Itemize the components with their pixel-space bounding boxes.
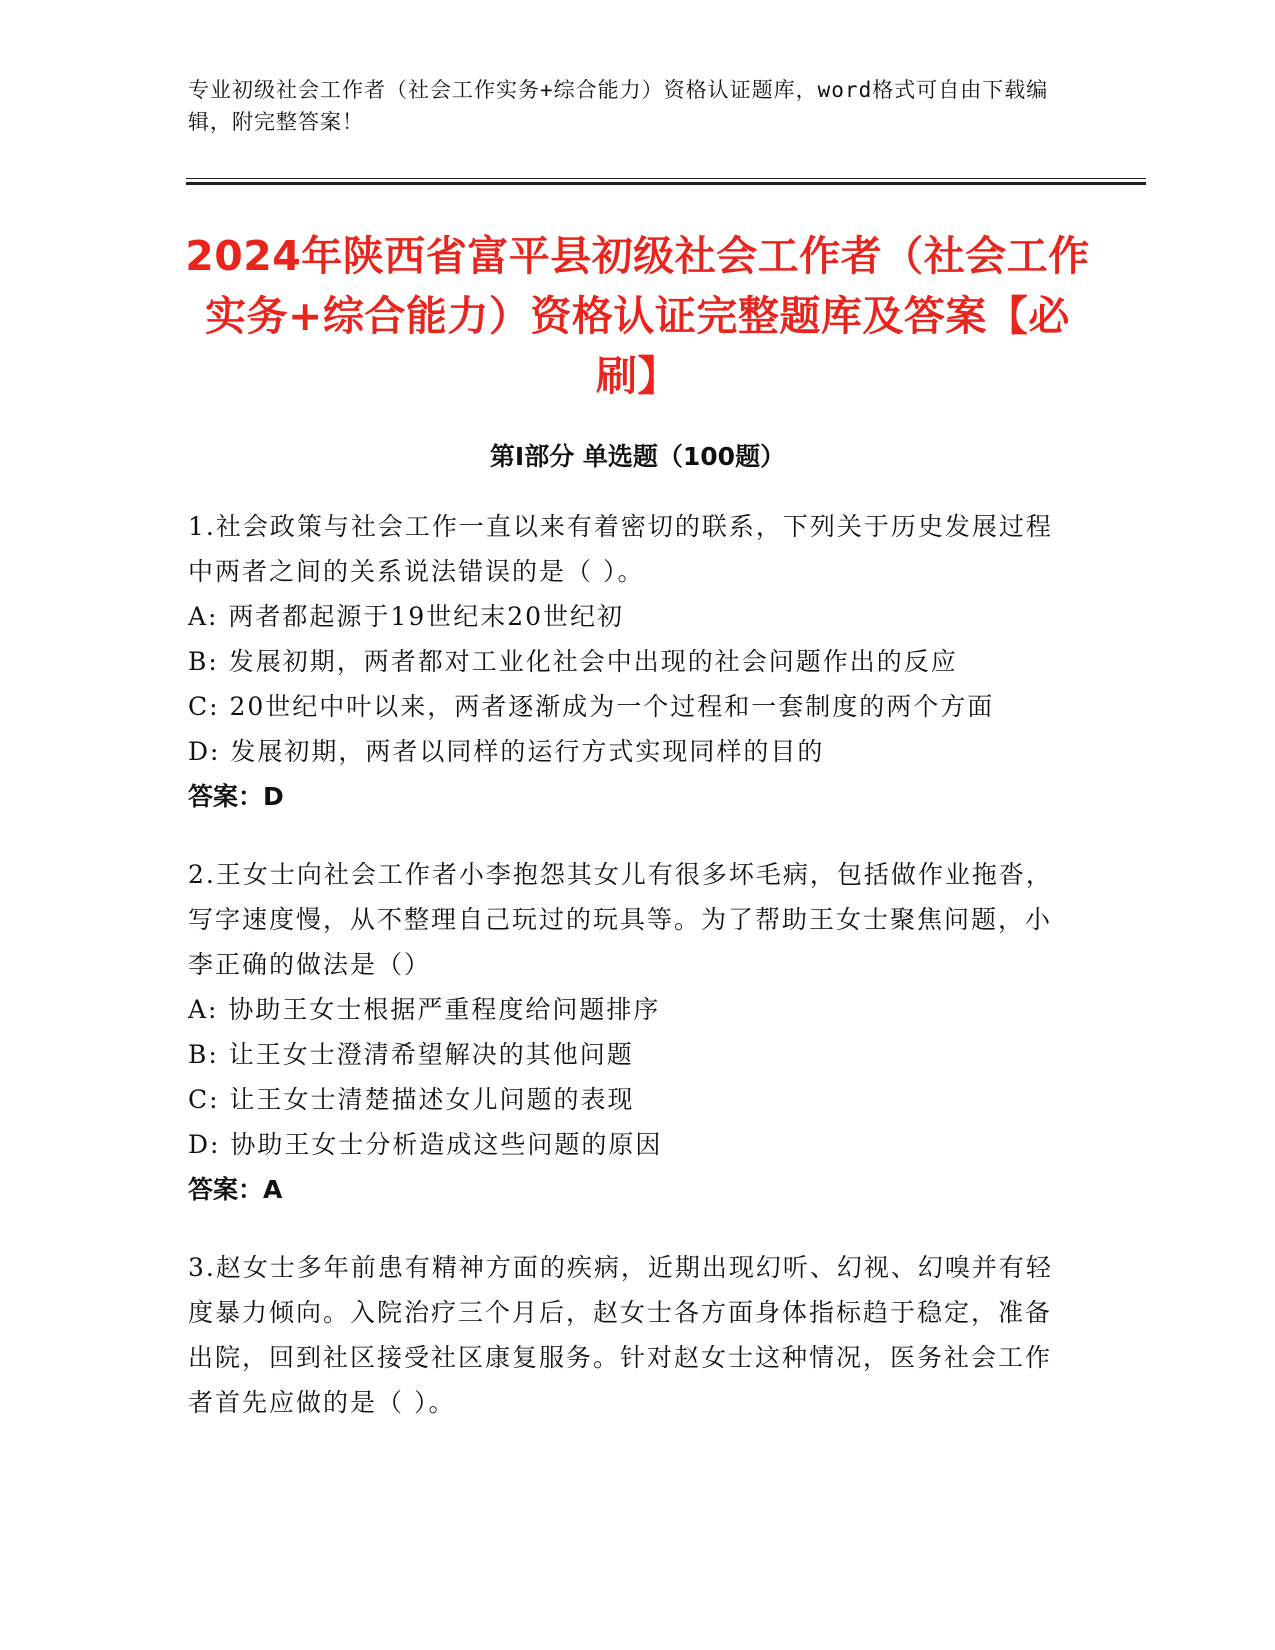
question-stem: 2.王女士向社会工作者小李抱怨其女儿有很多坏毛病，包括做作业拖沓，写字速度慢，从不整理自己玩过的玩具等。为了帮助王女士聚焦问题，小李正确的做法是（）: [188, 860, 1053, 979]
option-b: B: 发展初期，两者都对工业化社会中出现的社会问题作出的反应: [188, 647, 958, 676]
question-stem: 1.社会政策与社会工作一直以来有着密切的联系，下列关于历史发展过程中两者之间的关系说法错误的是（ ）。: [188, 512, 1053, 586]
header-divider-thin: [186, 178, 1146, 179]
option-d: D: 协助王女士分析造成这些问题的原因: [188, 1130, 663, 1159]
option-a: A: 协助王女士根据严重程度给问题排序: [188, 995, 661, 1024]
option-c: C: 让王女士清楚描述女儿问题的表现: [188, 1085, 635, 1114]
option-b: B: 让王女士澄清希望解决的其他问题: [188, 1040, 634, 1069]
section-title: 第I部分 单选题（100题）: [489, 442, 786, 471]
answer-line: 答案：A: [188, 1175, 283, 1204]
header-note: 专业初级社会工作者（社会工作实务+综合能力）资格认证题库，word格式可自由下载编辑，附完整答案！: [188, 78, 1049, 134]
header-divider-thick: [186, 182, 1146, 185]
question-2: [188, 852, 1068, 1212]
question-stem: 3.赵女士多年前患有精神方面的疾病，近期出现幻听、幻视、幻嗅并有轻度暴力倾向。入院治疗三个月后，赵女士各方面身体指标趋于稳定，准备出院，回到社区接受社区康复服务。针对赵女士这种情况，医务社会工作者首先应做的是（ ）。: [188, 1253, 1053, 1417]
option-d: D: 发展初期，两者以同样的运行方式实现同样的目的: [188, 737, 825, 766]
question-3: [188, 1245, 1068, 1425]
document-title: 2024年陕西省富平县初级社会工作者（社会工作实务+综合能力）资格认证完整题库及答案【必刷】: [185, 232, 1090, 400]
option-c: C: 20世纪中叶以来，两者逐渐成为一个过程和一套制度的两个方面: [188, 692, 995, 721]
answer-line: 答案：D: [188, 782, 284, 811]
question-1: [188, 504, 1068, 819]
option-a: A: 两者都起源于19世纪末20世纪初: [188, 602, 625, 631]
